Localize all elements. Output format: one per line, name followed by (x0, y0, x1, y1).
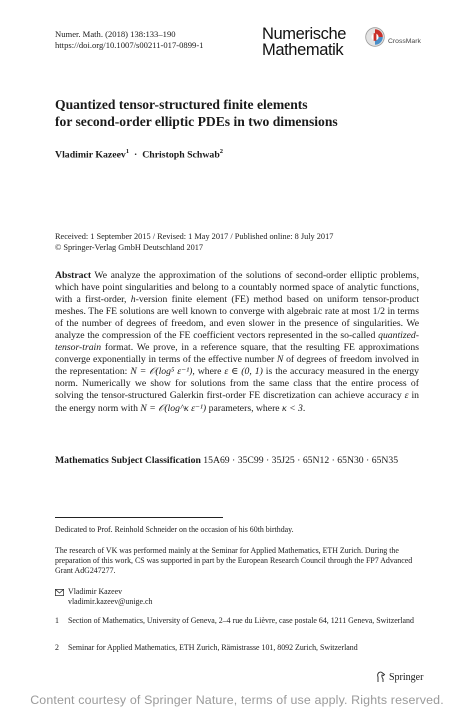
abstract-math: N = 𝒪(log⁵ ε⁻¹) (130, 366, 193, 378)
paper-title (55, 96, 425, 130)
author-separator: · (134, 149, 138, 161)
corresponding-author (68, 587, 430, 607)
journal-citation-block (55, 29, 203, 51)
abstract-text: . (302, 402, 306, 414)
crossmark-icon[interactable] (365, 27, 385, 47)
abstract-text: parameters, where (206, 402, 283, 414)
abstract-text: , where (192, 366, 225, 378)
publisher-logo (375, 671, 423, 683)
publisher-name: Springer (389, 671, 424, 683)
affiliation-marker: 2 (219, 148, 224, 155)
springer-horse-icon (375, 671, 386, 683)
abstract-math: h (130, 294, 136, 306)
envelope-icon (55, 589, 64, 596)
footnote-divider (55, 517, 223, 518)
title-line-1: Quantized tensor-structured finite elements (55, 97, 308, 112)
title-line-2: for second-order elliptic PDEs in two dimensions (55, 114, 338, 129)
contact-name: Vladimir Kazeev (68, 587, 123, 596)
abstract-text: is the accuracy measured in the energy norm. Numerically we show for solutions from the same class that the entire process of solving the tensor-structured Galerkin first-order FE discretization can achieve accuracy (55, 366, 419, 402)
journal-logo-line2: Mathematik (262, 41, 344, 59)
journal-logo-line1: Numerische (262, 25, 347, 43)
abstract-emphasis: quantized-tensor-train (55, 330, 419, 354)
affiliation-text: Seminar for Applied Mathematics, ETH Zurich, Rämistrasse 101, 8092 Zurich, Switzerland (68, 643, 358, 652)
journal-logo (262, 26, 346, 58)
author-list (55, 148, 223, 160)
publication-history (55, 231, 333, 253)
courtesy-notice: Content courtesy of Springer Nature, terms of use apply. Rights reserved. (30, 693, 444, 707)
msc-classification (55, 455, 419, 467)
abstract-text: -version finite element (FE) method based on uniform tensor-product meshes. The FE solutions are well known to converge with algebraic rate at most 1/2 in terms of the number of degrees of freedom, and even slower in the presence of singularities. We analyze the compression of the FE coefficient vectors represented in the so-called (55, 294, 420, 342)
author-name[interactable]: Vladimir Kazeev (55, 149, 126, 161)
journal-citation: Numer. Math. (2018) 138:133–190 (55, 29, 176, 39)
contact-email[interactable]: vladimir.kazeev@unige.ch (68, 597, 153, 607)
abstract-math: ε ∈ (0, 1) (224, 366, 263, 378)
abstract-math: N (276, 354, 284, 366)
affiliation-text: Section of Mathematics, University of Geneva, 2–4 rue du Lièvre, case postale 64, 1211 Geneva, Switzerland (68, 616, 414, 625)
abstract-text: of degrees of freedom involved in the representation: (55, 354, 420, 378)
author-name[interactable]: Christoph Schwab (142, 149, 220, 161)
abstract-text: We analyze the approximation of the solutions of second-order elliptic problems, which have point singularities and belong to a countably normed space of analytic functions, with a first-order, (55, 270, 420, 306)
funding-footnote: The research of VK was performed mainly at the Seminar for Applied Mathematics, ETH Zurich. During the preparation of this work, CS was supported in part by the European Research Council through the FP7 Advanced Grant AdG247277. (55, 546, 413, 576)
abstract-text: format. We prove, in a reference square, that the resulting FE approximations converge exponentially in terms of the effective number (55, 342, 419, 366)
copyright-line: © Springer-Verlag GmbH Deutschland 2017 (55, 243, 204, 252)
abstract-math: N = 𝒪(log^κ ε⁻¹) (140, 402, 207, 414)
crossmark-label: CrossMark (388, 38, 421, 45)
affiliation-number: 2 (55, 643, 59, 652)
dedication-footnote: Dedicated to Prof. Reinhold Schneider on the occasion of his 60th birthday. (55, 525, 294, 534)
msc-codes: 15A69 · 35C99 · 35J25 · 65N12 · 65N30 · 65N35 (203, 455, 399, 466)
abstract-math: κ < 3 (282, 402, 303, 414)
history-dates: Received: 1 September 2015 / Revised: 1 May 2017 / Published online: 8 July 2017 (55, 232, 334, 241)
abstract-text: in the energy norm with (55, 390, 419, 414)
affiliation-number: 1 (55, 616, 59, 625)
affiliation-marker: 1 (125, 148, 130, 155)
msc-heading: Mathematics Subject Classification (55, 455, 201, 466)
abstract-heading: Abstract (55, 270, 92, 281)
abstract (55, 270, 419, 415)
doi-link[interactable]: https://doi.org/10.1007/s00211-017-0899-1 (55, 40, 204, 50)
abstract-math: ε (404, 390, 409, 402)
